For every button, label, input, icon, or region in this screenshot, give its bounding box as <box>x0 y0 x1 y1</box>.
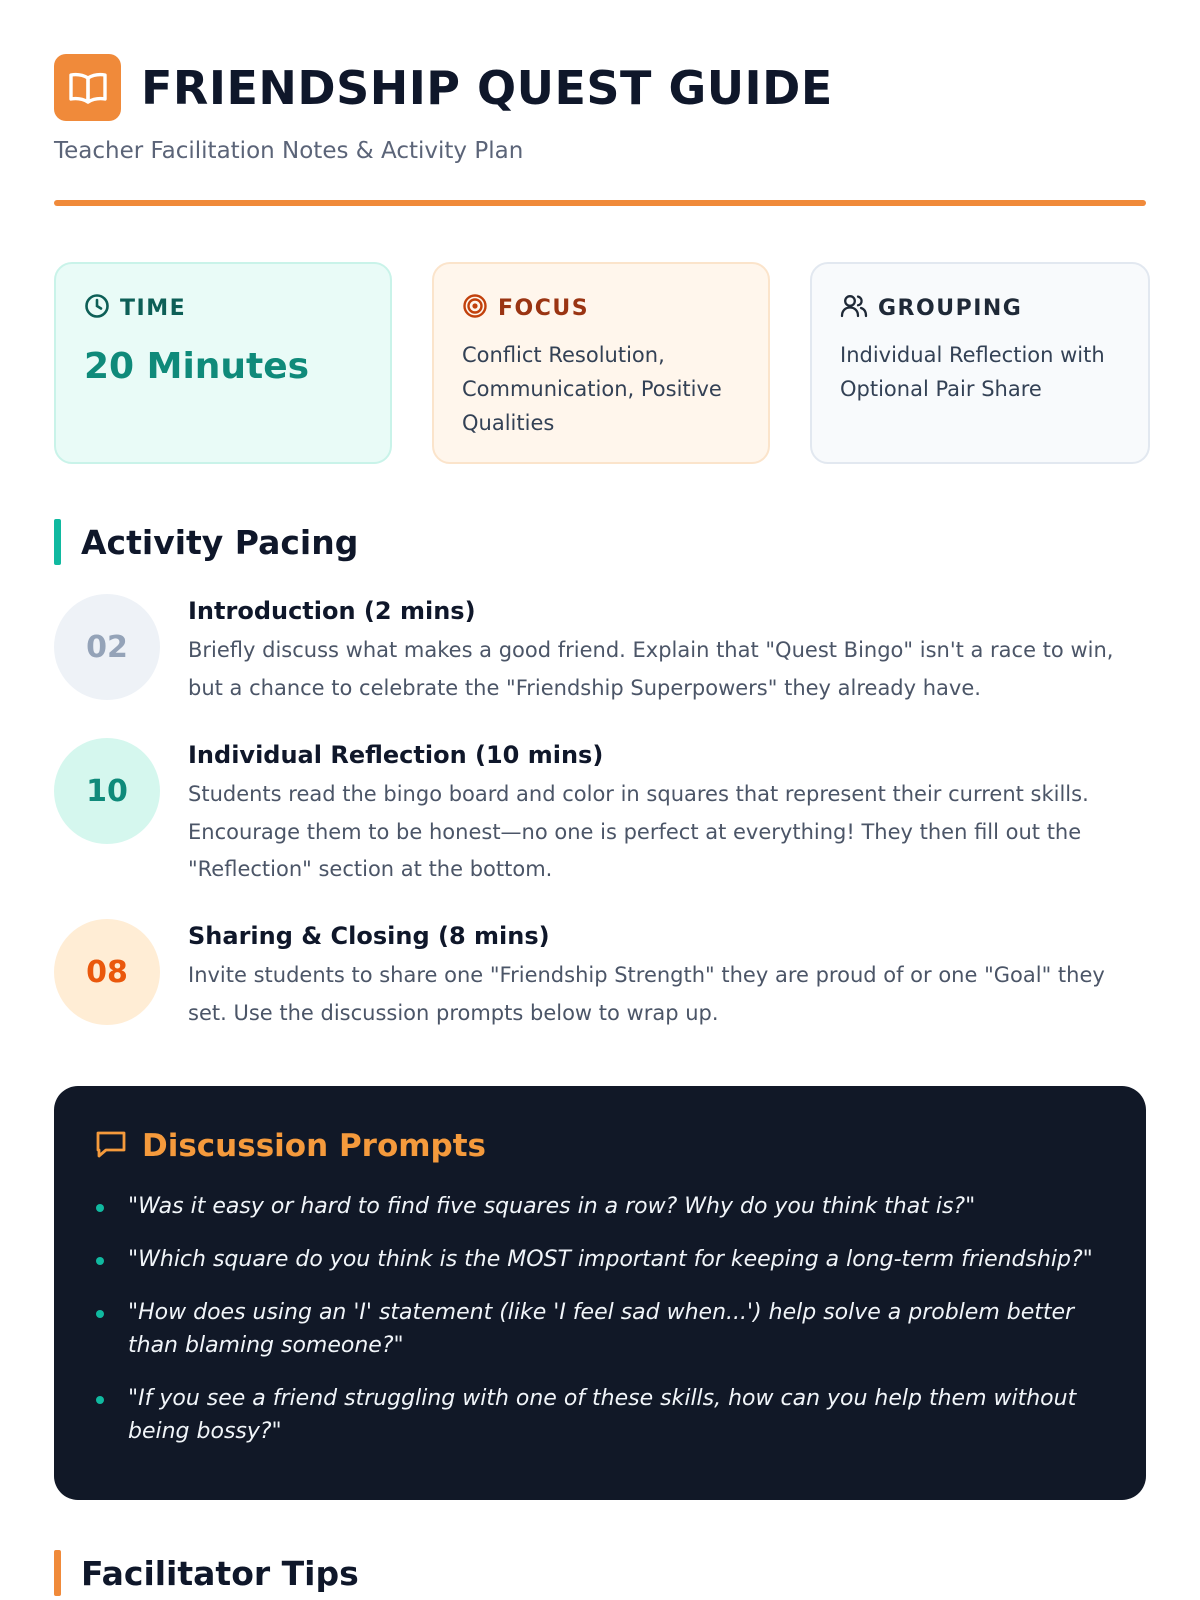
header <box>54 54 1146 206</box>
users-icon <box>840 293 868 323</box>
step-description: Briefly discuss what makes a good friend. Explain that "Quest Bingo" isn't a race to win, but a chance to celebrate the "Friendship Superpowers" they already have. <box>188 638 1114 700</box>
chat-bubble-icon <box>94 1128 128 1164</box>
discussion-prompts-title: Discussion Prompts <box>142 1128 487 1164</box>
list-item <box>94 1190 1106 1223</box>
step-title: Introduction (2 mins) <box>188 597 476 625</box>
facilitator-tips-heading <box>54 1550 359 1596</box>
target-icon <box>462 293 488 323</box>
prompt-text: "Which square do you think is the MOST important for keeping a long-term friendship?" <box>128 1247 1093 1272</box>
list-item <box>94 1382 1106 1448</box>
bullet-icon <box>96 1396 104 1404</box>
grouping-label: GROUPING <box>878 295 1023 321</box>
activity-pacing-title: Activity Pacing <box>81 522 359 562</box>
open-book-icon <box>54 54 121 121</box>
time-label: TIME <box>120 295 187 321</box>
section-accent-bar <box>54 1550 61 1596</box>
section-accent-bar <box>54 519 61 565</box>
prompt-text: "If you see a friend struggling with one of these skills, how can you help them without being bossy?" <box>128 1386 1077 1444</box>
step-minutes: 10 <box>54 738 160 844</box>
clock-icon <box>84 293 110 323</box>
bullet-icon <box>96 1257 104 1265</box>
discussion-prompts-panel <box>54 1086 1146 1500</box>
bullet-icon <box>96 1310 104 1318</box>
step-title: Sharing & Closing (8 mins) <box>188 922 550 950</box>
step-minutes: 08 <box>54 919 160 1025</box>
page-subtitle: Teacher Facilitation Notes & Activity Plan <box>54 138 524 164</box>
header-divider <box>54 200 1146 206</box>
grouping-text: Individual Reflection with Optional Pair Share <box>840 343 1105 401</box>
prompt-text: "Was it easy or hard to find five squares in a row? Why do you think that is?" <box>128 1194 976 1219</box>
time-card <box>54 262 392 464</box>
bullet-icon <box>96 1204 104 1212</box>
page-title: FRIENDSHIP QUEST GUIDE <box>141 61 833 115</box>
activity-pacing-heading <box>54 519 358 565</box>
prompt-text: "How does using an 'I' statement (like 'I feel sad when...') help solve a problem better than blaming someone?" <box>128 1300 1075 1358</box>
step-title: Individual Reflection (10 mins) <box>188 741 604 769</box>
list-item <box>94 1296 1106 1362</box>
discussion-prompt-list <box>94 1190 1106 1448</box>
step-description: Invite students to share one "Friendship Strength" they are proud of or one "Goal" they set. Use the discussion prompts below to wrap up. <box>188 963 1105 1025</box>
focus-text: Conflict Resolution, Communication, Positive Qualities <box>462 343 722 435</box>
focus-label: FOCUS <box>498 295 590 321</box>
step-description: Students read the bingo board and color in squares that represent their current skills. Encourage them to be honest—no one is perfect at everything! They then fill out the "Reflection" section at the bottom. <box>188 782 1089 881</box>
info-cards <box>54 262 1146 464</box>
focus-card <box>432 262 770 464</box>
facilitator-tips-title: Facilitator Tips <box>81 1553 359 1593</box>
list-item <box>94 1243 1106 1276</box>
time-value: 20 Minutes <box>84 346 310 387</box>
step-minutes: 02 <box>54 594 160 700</box>
grouping-card <box>810 262 1150 464</box>
